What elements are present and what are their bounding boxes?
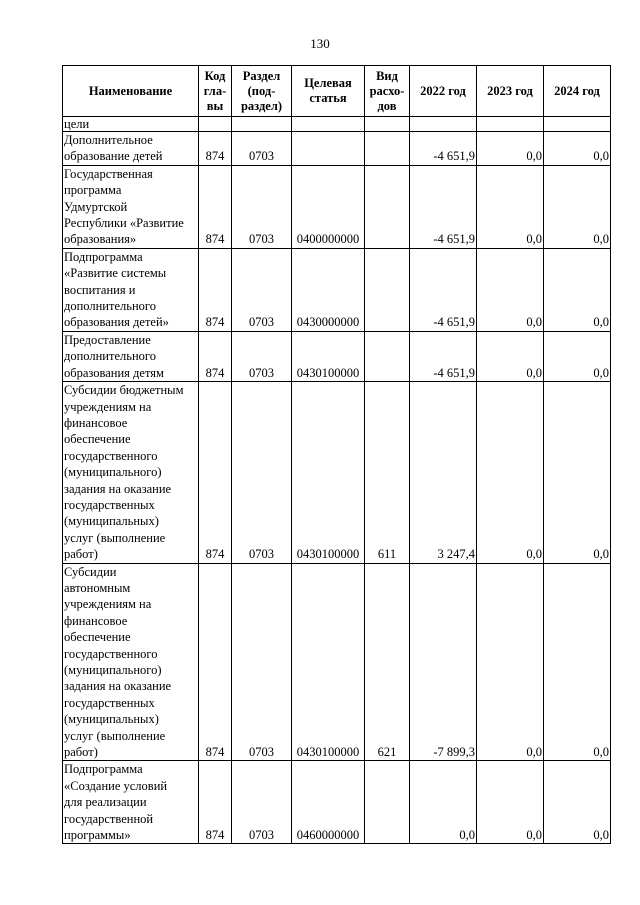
row-expense-type xyxy=(365,761,410,844)
row-expense-type xyxy=(365,165,410,248)
row-value-2022: 3 247,4 xyxy=(410,382,477,563)
header-code: Код гла- вы xyxy=(199,66,232,117)
continuation-row xyxy=(63,117,611,132)
row-target: 0430100000 xyxy=(292,382,365,563)
row-value-2023: 0,0 xyxy=(477,761,544,844)
row-expense-type: 611 xyxy=(365,382,410,563)
row-code: 874 xyxy=(199,132,232,166)
row-target: 0430100000 xyxy=(292,563,365,761)
row-code: 874 xyxy=(199,563,232,761)
row-value-2024: 0,0 xyxy=(544,563,611,761)
row-expense-type xyxy=(365,331,410,381)
header-target: Целевая статья xyxy=(292,66,365,117)
header-section: Раздел (под- раздел) xyxy=(232,66,292,117)
row-value-2023: 0,0 xyxy=(477,132,544,166)
row-code: 874 xyxy=(199,761,232,844)
row-code: 874 xyxy=(199,248,232,331)
row-expense-type xyxy=(365,132,410,166)
header-2022: 2022 год xyxy=(410,66,477,117)
row-target: 0430000000 xyxy=(292,248,365,331)
row-value-2023: 0,0 xyxy=(477,331,544,381)
continuation-label: цели xyxy=(63,117,199,132)
row-name: Государственная программа Удмуртской Республики «Развитие образования» xyxy=(63,165,199,248)
row-value-2023: 0,0 xyxy=(477,382,544,563)
header-2023: 2023 год xyxy=(477,66,544,117)
row-value-2024: 0,0 xyxy=(544,761,611,844)
row-name: Подпрограмма «Развитие системы воспитания и дополнительного образования детей» xyxy=(63,248,199,331)
table-row xyxy=(63,248,611,331)
row-value-2022: -4 651,9 xyxy=(410,165,477,248)
row-value-2024: 0,0 xyxy=(544,331,611,381)
row-value-2023: 0,0 xyxy=(477,165,544,248)
table-header-row xyxy=(63,66,611,117)
row-name: Подпрограмма «Создание условий для реализации государственной программы» xyxy=(63,761,199,844)
row-value-2024: 0,0 xyxy=(544,382,611,563)
table-row xyxy=(63,761,611,844)
row-name: Дополнительное образование детей xyxy=(63,132,199,166)
table-row xyxy=(63,382,611,563)
row-value-2024: 0,0 xyxy=(544,165,611,248)
row-section: 0703 xyxy=(232,382,292,563)
row-code: 874 xyxy=(199,331,232,381)
budget-table xyxy=(62,65,611,844)
row-value-2022: 0,0 xyxy=(410,761,477,844)
row-code: 874 xyxy=(199,382,232,563)
row-expense-type xyxy=(365,248,410,331)
header-name: Наименование xyxy=(63,66,199,117)
page-number: 130 xyxy=(310,36,330,51)
row-value-2022: -7 899,3 xyxy=(410,563,477,761)
row-value-2023: 0,0 xyxy=(477,248,544,331)
row-section: 0703 xyxy=(232,165,292,248)
row-value-2022: -4 651,9 xyxy=(410,248,477,331)
row-name: Субсидии бюджетным учреждениям на финансовое обеспечение государственного (муниципального) задания на оказание государственных (муниципальных) услуг (выполнение работ) xyxy=(63,382,199,563)
table-row xyxy=(63,331,611,381)
row-section: 0703 xyxy=(232,761,292,844)
header-2024: 2024 год xyxy=(544,66,611,117)
row-target xyxy=(292,132,365,166)
row-section: 0703 xyxy=(232,331,292,381)
table-row xyxy=(63,165,611,248)
table-row xyxy=(63,132,611,166)
row-section: 0703 xyxy=(232,248,292,331)
row-target: 0460000000 xyxy=(292,761,365,844)
header-expense-type: Вид расхо- дов xyxy=(365,66,410,117)
row-code: 874 xyxy=(199,165,232,248)
row-value-2024: 0,0 xyxy=(544,132,611,166)
row-name: Предоставление дополнительного образования детям xyxy=(63,331,199,381)
row-value-2022: -4 651,9 xyxy=(410,331,477,381)
row-target: 0400000000 xyxy=(292,165,365,248)
table-row xyxy=(63,563,611,761)
row-target: 0430100000 xyxy=(292,331,365,381)
row-value-2024: 0,0 xyxy=(544,248,611,331)
row-name: Субсидии автономным учреждениям на финансовое обеспечение государственного (муниципального) задания на оказание государственных (муниципальных) услуг (выполнение работ) xyxy=(63,563,199,761)
row-value-2022: -4 651,9 xyxy=(410,132,477,166)
row-section: 0703 xyxy=(232,563,292,761)
row-section: 0703 xyxy=(232,132,292,166)
row-value-2023: 0,0 xyxy=(477,563,544,761)
row-expense-type: 621 xyxy=(365,563,410,761)
